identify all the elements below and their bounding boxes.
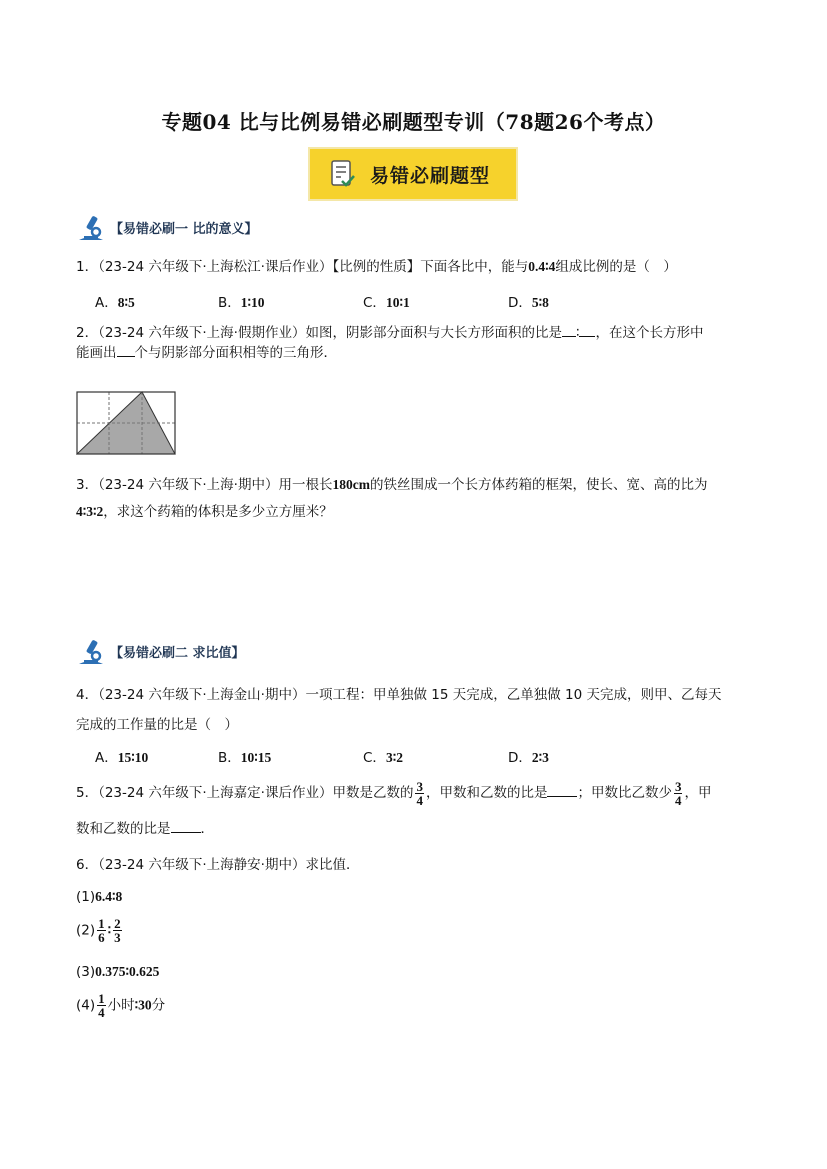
q5-a: 5．（23-24 六年级下·上海嘉定·课后作业）甲数是乙数的 bbox=[76, 785, 414, 801]
microscope-icon bbox=[76, 212, 106, 242]
q2-blank-2[interactable] bbox=[579, 336, 595, 337]
q5-line2b: ． bbox=[200, 821, 214, 837]
q3-line1a: 3．（23-24 六年级下·上海·期中）用一根长 bbox=[76, 477, 333, 493]
q3-length: 180cm bbox=[332, 477, 370, 492]
q3-line2: ，求这个药箱的体积是多少立方厘米？ bbox=[103, 504, 333, 520]
q6-text: 6．（23-24 六年级下·上海静安·期中）求比值． bbox=[76, 857, 360, 873]
q4-line2: 完成的工作量的比是（ ） bbox=[76, 717, 238, 733]
section-header-1 bbox=[76, 212, 258, 242]
q6-part-2: (2) $\frac{1}{6}$ ∶ $\frac{2}{3}$ bbox=[76, 916, 121, 945]
q2-line2b: 个与阴影部分面积相等的三角形． bbox=[134, 345, 337, 361]
q2-blank-1[interactable] bbox=[562, 336, 576, 337]
q3-ratio: 4∶3∶2 bbox=[76, 504, 104, 519]
q1-option-c[interactable]: C．10∶1 bbox=[363, 295, 410, 311]
rectangle-triangle-figure bbox=[76, 391, 176, 455]
q2-line1a: 2．（23-24 六年级下·上海·假期作业）如图，阴影部分面积与大长方形面积的比是 bbox=[76, 325, 562, 341]
q5-fraction-1: $\frac{3}{4}$ bbox=[416, 778, 423, 808]
q4-option-c[interactable]: C．3∶2 bbox=[363, 750, 403, 766]
q4-option-b[interactable]: B．10∶15 bbox=[218, 750, 272, 766]
q1-option-a[interactable]: A．8∶5 bbox=[95, 295, 135, 311]
checklist-icon bbox=[330, 159, 356, 189]
q5-fraction-2: $\frac{3}{4}$ bbox=[674, 778, 682, 808]
q2-blank-3[interactable] bbox=[117, 356, 135, 357]
q1-option-b[interactable]: B．1∶10 bbox=[218, 295, 265, 311]
section-header-2 bbox=[76, 636, 245, 666]
q1-text: 1．（23-24 六年级下·上海松江·课后作业）【比例的性质】下面各比中，能与 bbox=[76, 259, 529, 275]
q6-part-3: (3)0.375∶0.625 bbox=[76, 964, 160, 980]
q1-option-d[interactable]: D．5∶8 bbox=[508, 295, 549, 311]
q4-option-a[interactable]: A．15∶10 bbox=[95, 750, 149, 766]
question-2 bbox=[76, 323, 756, 363]
q5-blank-1[interactable] bbox=[547, 796, 577, 797]
question-1 bbox=[76, 257, 756, 277]
banner-label: 易错必刷题型 bbox=[370, 164, 491, 187]
page-title: 专题04 比与比例易错必刷题型专训（78题26个考点） bbox=[161, 110, 666, 134]
question-5 bbox=[76, 775, 776, 847]
question-6 bbox=[76, 855, 756, 875]
q6-part-4: (4) $\frac{1}{4}$ 小时∶30分 bbox=[76, 991, 166, 1020]
section-title-1: 【易错必刷一 比的意义】 bbox=[110, 221, 258, 237]
q5-blank-2[interactable] bbox=[171, 832, 201, 833]
question-3 bbox=[76, 475, 756, 529]
banner bbox=[308, 147, 518, 201]
microscope-icon bbox=[76, 636, 106, 666]
q5-b: ，甲数和乙数的比是 bbox=[425, 785, 548, 801]
q3-line1b: 的铁丝围成一个长方体药箱的框架，使长、宽、高的比为 bbox=[369, 477, 708, 493]
q1-expr: 0.4∶4 bbox=[528, 259, 556, 274]
q2-colon: ∶ bbox=[575, 325, 580, 341]
q1-tail: 组成比例的是（ ） bbox=[555, 259, 677, 275]
q5-line2a: 数和乙数的比是 bbox=[76, 821, 171, 837]
question-4 bbox=[76, 680, 756, 740]
q4-line1: 4．（23-24 六年级下·上海金山·期中）一项工程：甲单独做 15 天完成，乙单独做 10 天完成，则甲、乙每天 bbox=[76, 687, 722, 703]
q5-c: ；甲数比乙数少 bbox=[577, 785, 672, 801]
q4-option-d[interactable]: D．2∶3 bbox=[508, 750, 549, 766]
q5-d: ，甲 bbox=[684, 785, 712, 801]
q2-line2a: 能画出 bbox=[76, 345, 117, 361]
q6-part-1: (1)6.4∶8 bbox=[76, 889, 123, 905]
section-title-2: 【易错必刷二 求比值】 bbox=[110, 645, 245, 661]
q2-line1b: ，在这个长方形中 bbox=[595, 325, 704, 341]
